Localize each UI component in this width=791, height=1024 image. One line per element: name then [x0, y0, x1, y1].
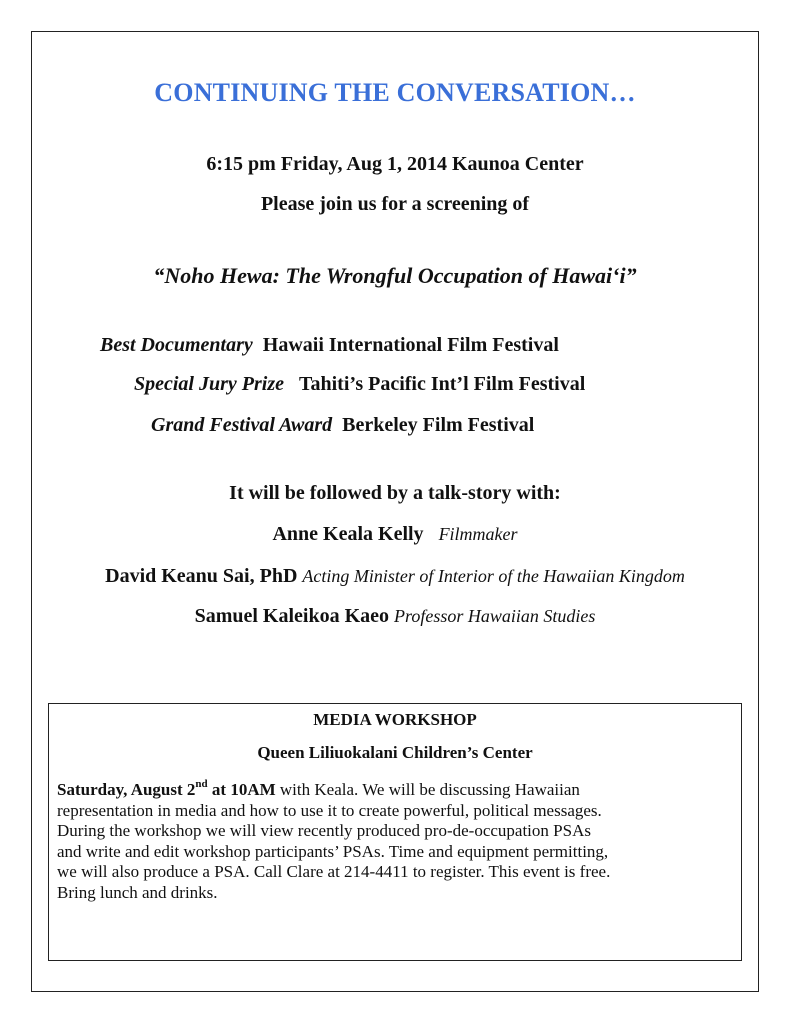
- workshop-location: Queen Liliuokalani Children’s Center: [257, 743, 533, 762]
- award-row-1: [100, 334, 559, 357]
- panelist-2: [31, 565, 759, 588]
- panelist-name: Samuel Kaleikoa Kaeo: [194, 605, 390, 627]
- film-title: “Noho Hewa: The Wrongful Occupation of Hawai‘i”: [153, 263, 637, 288]
- workshop-description: [57, 780, 737, 903]
- panelist-role: Professor Hawaiian Studies: [394, 606, 596, 626]
- festival-name: Hawaii International Film Festival: [262, 334, 559, 356]
- event-datetime: 6:15 pm Friday, Aug 1, 2014 Kaunoa Center: [206, 153, 584, 175]
- panelist-role: Acting Minister of Interior of the Hawaiian Kingdom: [302, 566, 685, 586]
- workshop-line: Bring lunch and drinks.: [57, 882, 218, 902]
- award-row-3: [151, 414, 534, 437]
- award-name: Best Documentary: [100, 334, 253, 356]
- workshop-date: Saturday, August 2nd at 10AM: [57, 778, 276, 799]
- panelist-name: Anne Keala Kelly: [272, 523, 424, 545]
- award-name: Grand Festival Award: [151, 414, 333, 436]
- panelist-name: David Keanu Sai, PhD: [105, 565, 298, 587]
- page-title: CONTINUING THE CONVERSATION…: [154, 78, 636, 107]
- panelist-3: [31, 605, 759, 628]
- workshop-line-first: Saturday, August 2nd at 10AM with Keala. We will be discussing Hawaiian: [57, 778, 580, 799]
- workshop-line: we will also produce a PSA. Call Clare at 214-4411 to register. This event is free.: [57, 862, 611, 881]
- workshop-heading: MEDIA WORKSHOP: [313, 710, 477, 729]
- talk-story-intro: It will be followed by a talk-story with:: [229, 482, 561, 504]
- award-row-2: [134, 373, 585, 396]
- media-workshop-box: [48, 703, 742, 961]
- screening-invite: Please join us for a screening of: [260, 193, 530, 215]
- panelist-1: [31, 523, 759, 546]
- panelist-role: Filmmaker: [438, 524, 518, 544]
- festival-name: Berkeley Film Festival: [342, 414, 535, 436]
- festival-name: Tahiti’s Pacific Int’l Film Festival: [299, 373, 586, 395]
- workshop-line: and write and edit workshop participants’ PSAs. Time and equipment permitting,: [57, 841, 609, 861]
- award-name: Special Jury Prize: [134, 373, 284, 395]
- workshop-line: representation in media and how to use it to create powerful, political messages.: [57, 800, 602, 820]
- workshop-line: During the workshop we will view recently produced pro-de-occupation PSAs: [57, 821, 591, 840]
